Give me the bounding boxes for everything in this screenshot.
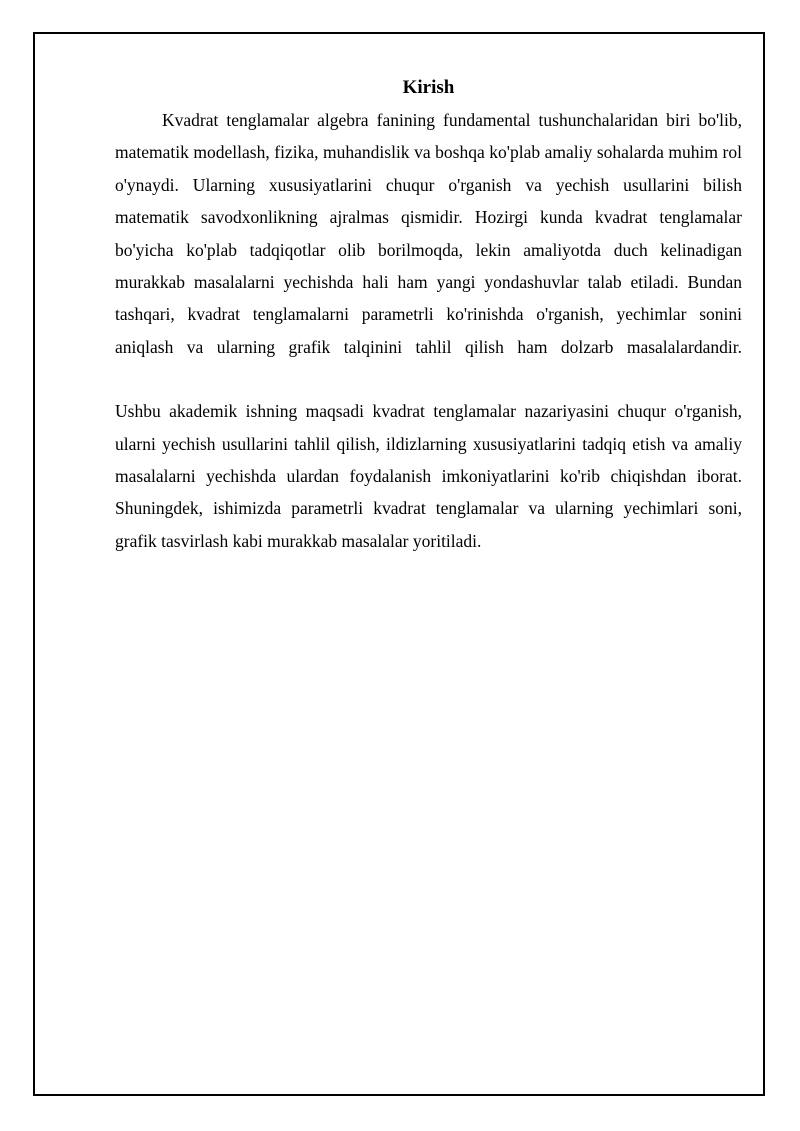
paragraph-intro: Kvadrat tenglamalar algebra fanining fundamental tushunchalaridan biri bo'lib, matematik modellash, fizika, muhandislik va boshqa ko'plab amaliy sohalarda muhim rol o'ynaydi. Ularning xususiyatlarini chuqur o'rganish va yechish usullarini bilish matematik savodxonlikning ajralmas qismidir. Hozirgi kunda kvadrat tenglamalar bo'yicha ko'plab tadqiqotlar olib borilmoqda, lekin amaliyotda duch kelinadigan murakkab masalalarni yechishda hali ham yangi yondashuvlar talab etiladi. Bundan tashqari, kvadrat tenglamalarni parametrli ko'rinishda o'rganish, yechimlar sonini aniqlash va ularning grafik talqinini tahlil qilish ham dolzarb masalalardandir.: [115, 110, 742, 357]
document-body: [115, 76, 742, 557]
paragraph-aim: Ushbu akademik ishning maqsadi kvadrat tenglamalar nazariyasini chuqur o'rganish, ularni yechish usullarini tahlil qilish, ildizlarning xususiyatlarini tadqiq etish va amaliy masalalarni yechishda ulardan foydalanish imkoniyatlarini ko'rib chiqishdan iborat. Shuningdek, ishimizda parametrli kvadrat tenglamalar va ularning yechimlari soni, grafik tasvirlash kabi murakkab masalalar yoritiladi.: [115, 401, 742, 551]
section-title: Kirish: [402, 77, 455, 98]
